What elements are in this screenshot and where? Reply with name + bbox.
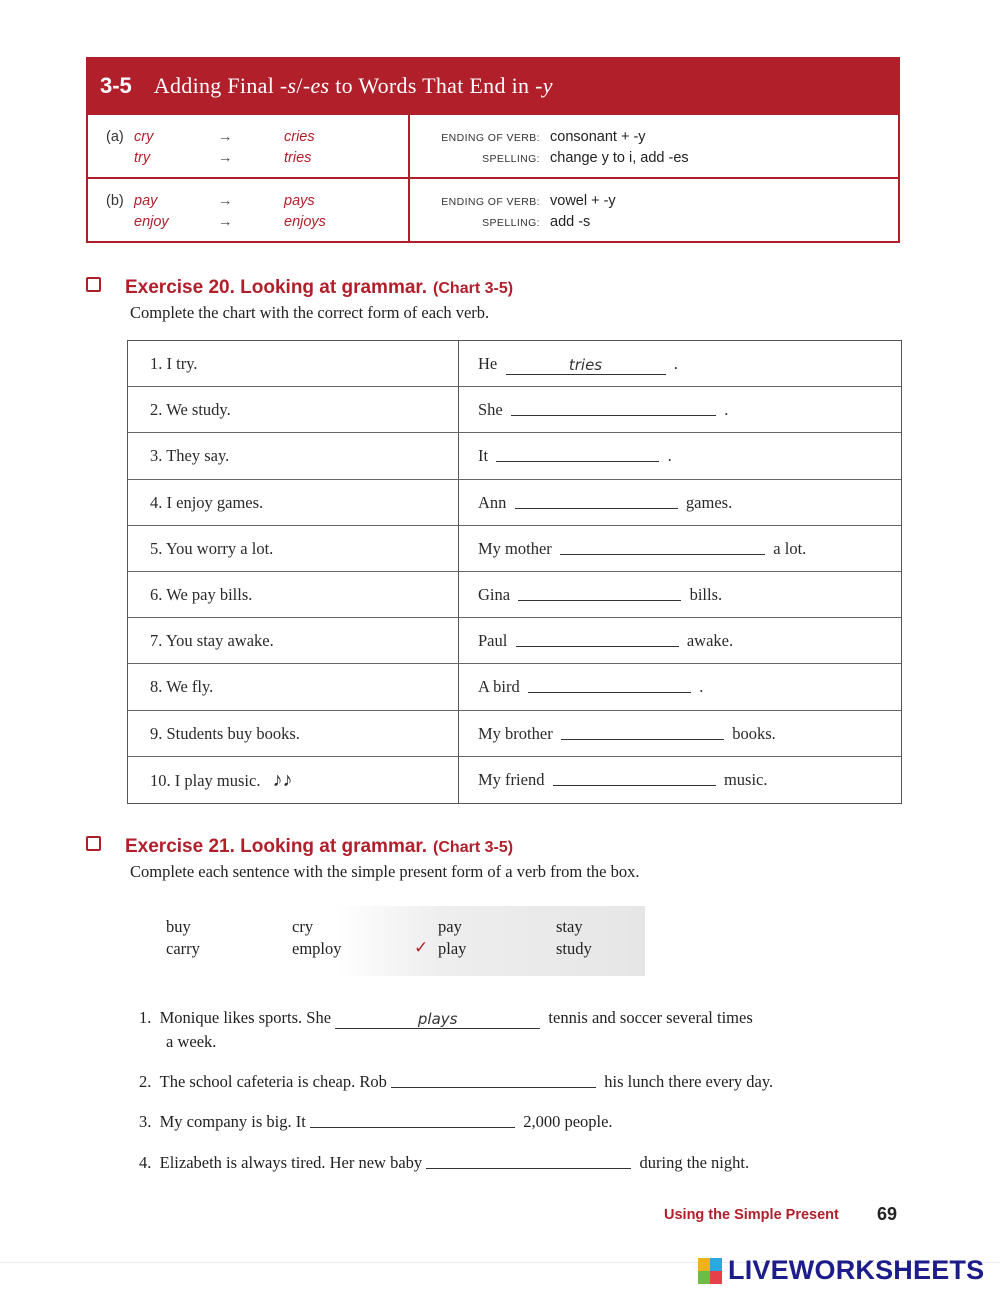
answer-input[interactable] — [511, 399, 716, 416]
exercise-title: Exercise 20. Looking at grammar. — [125, 277, 428, 298]
table-row — [128, 387, 901, 433]
chart-title: Adding Final -s/-es to Words That End in -y — [153, 73, 553, 98]
arrow-icon: → — [218, 193, 233, 209]
word-item: buy — [166, 917, 191, 936]
ending-label: ENDING OF VERB: — [441, 132, 540, 144]
answer-cell: Paul awake. — [478, 631, 734, 651]
answer-input[interactable]: tries — [506, 358, 666, 375]
exercise-20-table — [127, 340, 902, 804]
answer-input[interactable] — [561, 723, 724, 740]
grammar-chart — [86, 57, 900, 243]
example-base: enjoy — [134, 214, 169, 230]
sentence-2: 2. The school cafeteria is cheap. Rob his lunch there every day. — [139, 1072, 774, 1091]
answer-input[interactable] — [518, 584, 681, 601]
prompt-cell: 5. You worry a lot. — [128, 526, 459, 571]
sentence-1-continued: a week. — [166, 1032, 217, 1051]
chart-row-label: (a) — [106, 129, 124, 145]
table-row — [128, 433, 901, 479]
example-result: enjoys — [284, 214, 326, 230]
answer-input[interactable] — [515, 492, 678, 509]
answer-input[interactable] — [516, 630, 679, 647]
page-number: 69 — [877, 1204, 898, 1224]
example-result: tries — [284, 150, 312, 166]
example-base: pay — [134, 193, 158, 209]
example-result: pays — [284, 193, 315, 209]
chart-reference: (Chart 3-5) — [433, 839, 514, 856]
spelling-value: change y to i, add -es — [550, 150, 689, 166]
table-row — [128, 711, 901, 757]
prompt-cell: 1. I try. — [128, 341, 459, 386]
answer-input[interactable] — [391, 1071, 596, 1088]
table-row — [128, 572, 901, 618]
answer-cell: My brother books. — [478, 723, 776, 743]
exercise-21-heading — [86, 836, 513, 858]
sentence-4: 4. Elizabeth is always tired. Her new baby during the night. — [139, 1153, 750, 1172]
arrow-icon: → — [218, 150, 233, 166]
word-item: stay — [556, 917, 583, 936]
answer-cell: He tries . — [478, 354, 678, 374]
logo-icon — [698, 1258, 722, 1284]
word-item: pay — [438, 917, 462, 936]
answer-input[interactable]: plays — [335, 1012, 540, 1029]
prompt-cell: 3. They say. — [128, 433, 459, 478]
answer-cell: My mother a lot. — [478, 538, 807, 558]
prompt-cell: 2. We study. — [128, 387, 459, 432]
ending-label: ENDING OF VERB: — [441, 196, 540, 208]
exercise-title: Exercise 21. Looking at grammar. — [125, 836, 428, 857]
chart-row-b — [88, 177, 898, 241]
example-base: cry — [134, 129, 154, 145]
exercise-20-instructions: Complete the chart with the correct form of each verb. — [130, 303, 490, 322]
answer-input[interactable] — [528, 676, 691, 693]
sentence-1: 1. Monique likes sports. She plays tennis and soccer several times — [139, 1008, 753, 1028]
brand-name: LIVEWORKSHEETS — [728, 1255, 985, 1285]
prompt-cell: 6. We pay bills. — [128, 572, 459, 617]
table-row — [128, 618, 901, 664]
answer-cell: A bird . — [478, 677, 704, 697]
arrow-icon: → — [218, 129, 233, 145]
word-item: study — [556, 939, 592, 958]
answer-cell: Gina bills. — [478, 584, 723, 604]
chart-row-label: (b) — [106, 193, 124, 209]
table-row — [128, 526, 901, 572]
table-row — [128, 757, 901, 803]
prompt-cell: 10. I play music. ♪♪ — [128, 757, 459, 803]
answer-input[interactable] — [426, 1152, 631, 1169]
chart-header — [88, 59, 898, 113]
chart-reference: (Chart 3-5) — [433, 280, 514, 297]
arrow-icon: → — [218, 214, 233, 230]
spelling-value: add -s — [550, 214, 591, 230]
checkbox-icon — [86, 277, 101, 292]
table-row — [128, 480, 901, 526]
section-title: Using the Simple Present — [664, 1207, 839, 1223]
table-row — [128, 341, 901, 387]
answer-cell: She . — [478, 400, 729, 420]
example-base: try — [134, 150, 151, 166]
table-row — [128, 664, 901, 710]
prompt-cell: 8. We fly. — [128, 664, 459, 709]
spelling-label: SPELLING: — [482, 153, 540, 165]
word-item: cry — [292, 917, 314, 936]
answer-input[interactable] — [310, 1111, 515, 1128]
answer-cell: Ann games. — [478, 492, 733, 512]
prompt-cell: 4. I enjoy games. — [128, 480, 459, 525]
prompt-cell: 9. Students buy books. — [128, 711, 459, 756]
checkbox-icon — [86, 836, 101, 851]
sentence-3: 3. My company is big. It 2,000 people. — [139, 1112, 613, 1131]
exercise-21-instructions: Complete each sentence with the simple present form of a verb from the box. — [130, 862, 640, 881]
example-result: cries — [284, 129, 315, 145]
answer-cell: My friend music. — [478, 769, 768, 789]
ending-value: consonant + -y — [550, 129, 646, 145]
answer-input[interactable] — [496, 445, 659, 462]
chart-number: 3-5 — [100, 73, 132, 98]
checkmark-icon: ✓ — [414, 938, 429, 958]
word-box — [130, 906, 645, 976]
answer-input[interactable] — [560, 538, 765, 555]
exercise-20-heading — [86, 277, 513, 299]
answer-input[interactable] — [553, 769, 716, 786]
prompt-cell: 7. You stay awake. — [128, 618, 459, 663]
chart-row-a — [88, 113, 898, 177]
word-item: play — [438, 939, 467, 958]
music-notes-icon: ♪♪ — [272, 768, 293, 791]
ending-value: vowel + -y — [550, 193, 616, 209]
word-item: employ — [292, 939, 342, 958]
liveworksheets-logo — [698, 1255, 984, 1286]
answer-cell: It . — [478, 446, 672, 466]
spelling-label: SPELLING: — [482, 217, 540, 229]
word-item: carry — [166, 939, 200, 958]
